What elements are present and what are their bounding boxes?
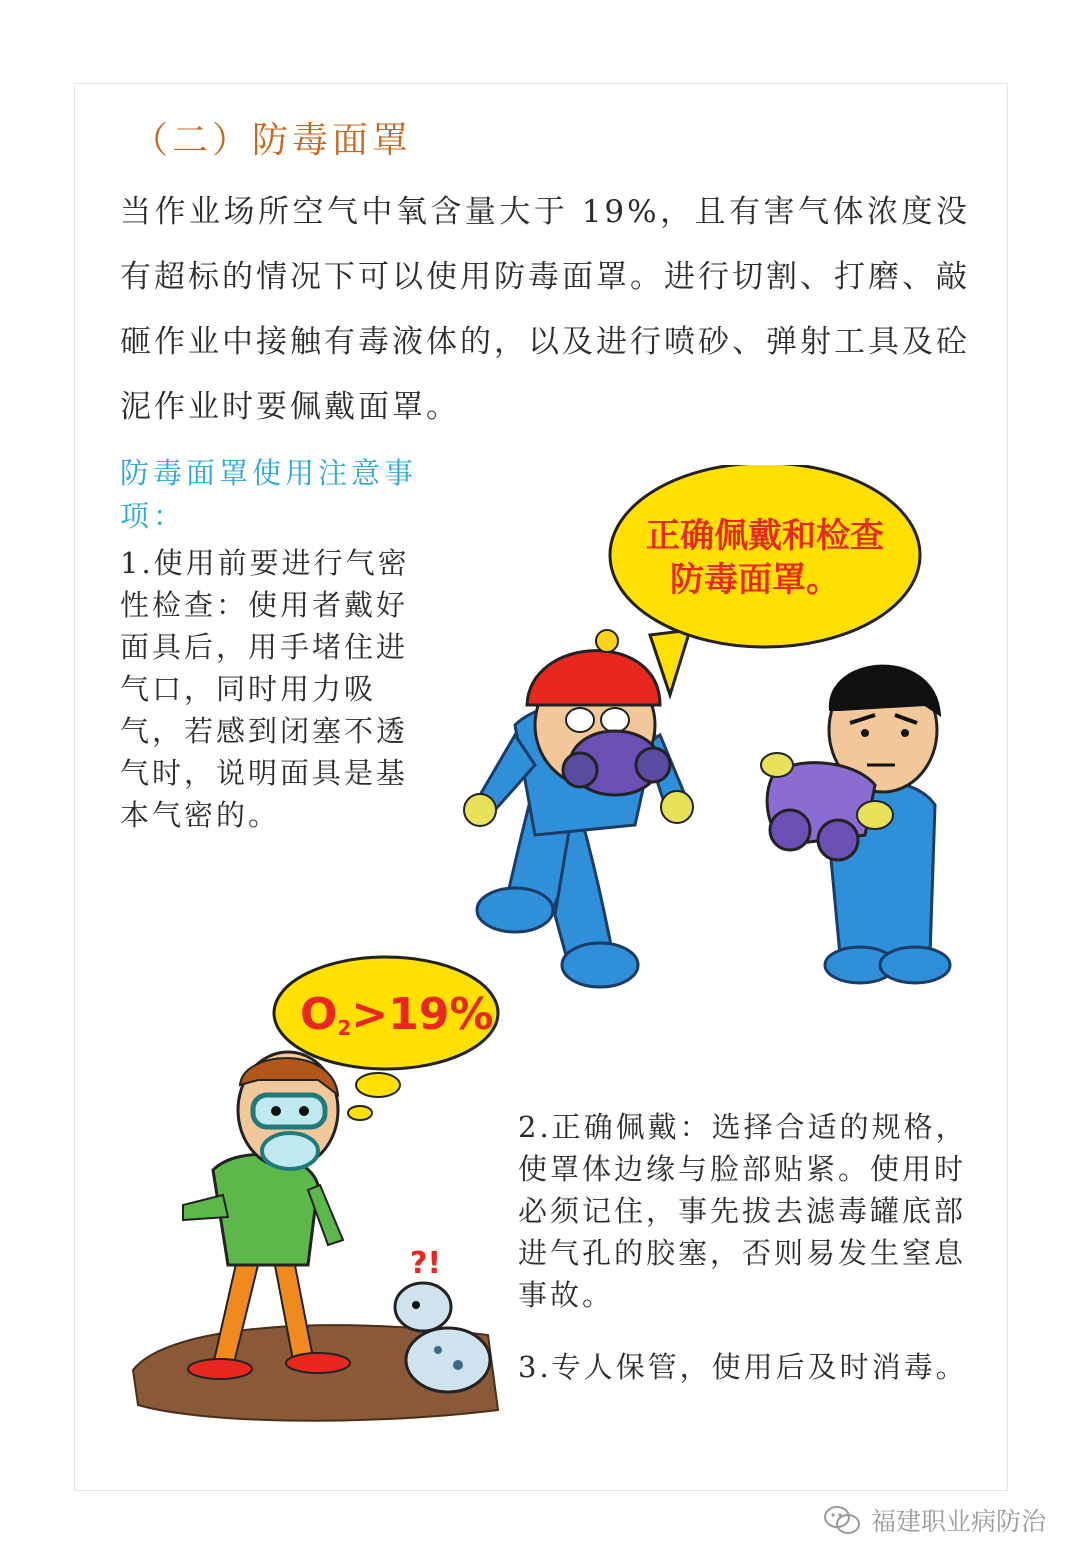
speech-line-1: 正确佩戴和检查 xyxy=(646,516,884,556)
speech-line-2: 防毒面罩。 xyxy=(670,560,840,600)
notes-heading: 防毒面罩使用注意事项： xyxy=(120,456,418,533)
thought-rest: >19% xyxy=(351,989,494,1040)
intro-paragraph: 当作业场所空气中氧含量大于 19%，且有害气体浓度没有超标的情况下可以使用防毒面罩。进行切割、打磨、敲砸作业中接触有毒液体的，以及进行喷砂、弹射工具及砼泥作业时要佩戴面罩。 xyxy=(120,194,970,425)
footer-watermark xyxy=(823,1500,1046,1540)
wechat-icon xyxy=(823,1505,861,1535)
note-item-2: 2.正确佩戴：选择合适的规格，使罩体边缘与脸部贴紧。使用时必须记住，事先拔去滤毒罐底部进气孔的胶塞，否则易发生窒息事故。 xyxy=(518,1110,968,1312)
svg-text:O2>19% xyxy=(300,989,494,1040)
thought-subscript: 2 xyxy=(337,1016,352,1040)
note-item-3: 3.专人保管，使用后及时消毒。 xyxy=(518,1350,968,1384)
dog xyxy=(395,1246,490,1392)
thought-o: O xyxy=(300,989,338,1040)
speech-bubble xyxy=(610,465,920,695)
note-item-1: 1.使用前要进行气密性检查：使用者戴好面具后，用手堵住进气口，同时用力吸气，若感到闭塞不透气时，说明面具是基本气密的。 xyxy=(120,546,410,832)
account-name: 福建职业病防治 xyxy=(870,1507,1046,1536)
dog-mark: ?! xyxy=(410,1246,442,1281)
oxygen-illustration xyxy=(128,955,508,1435)
worker-inspecting xyxy=(761,666,950,983)
section-title: （二）防毒面罩 xyxy=(132,120,413,161)
worker-running xyxy=(464,630,693,987)
workers-illustration xyxy=(455,465,975,995)
